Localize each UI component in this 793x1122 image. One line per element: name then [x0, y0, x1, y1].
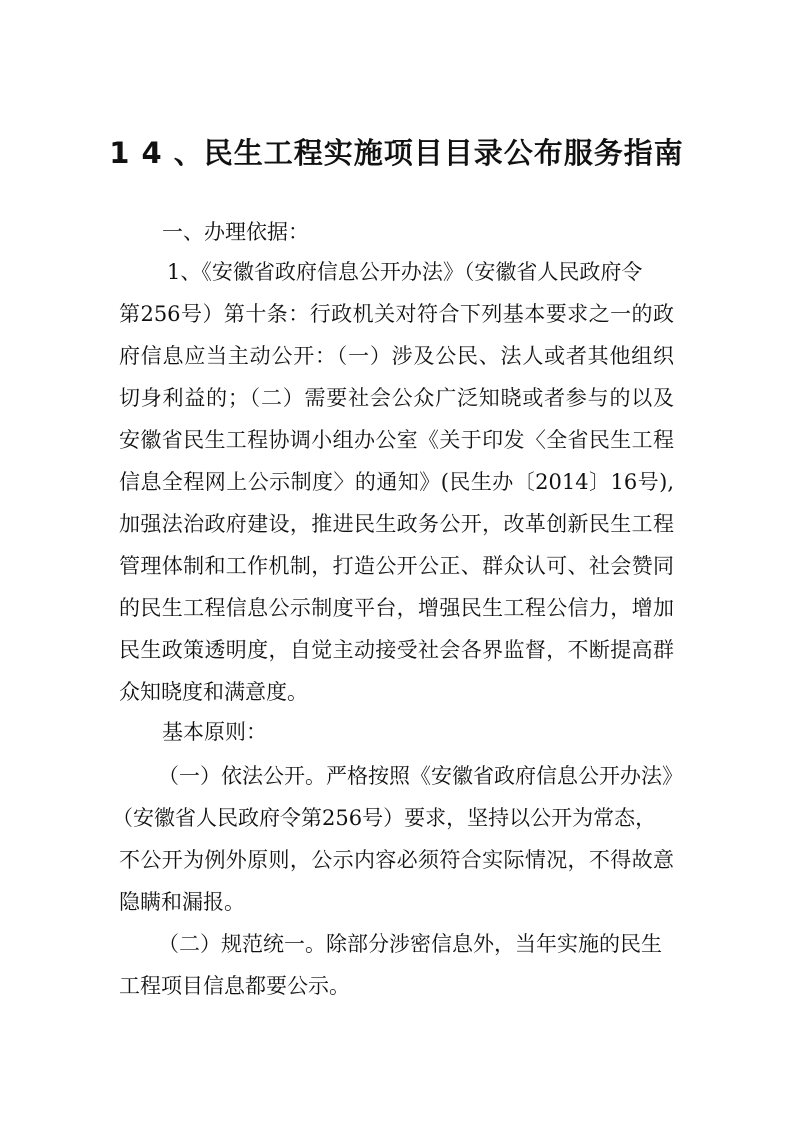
paragraph-line	[0, 757, 793, 795]
section-heading	[0, 213, 793, 251]
paragraph-line	[0, 337, 793, 375]
paragraph-line-text: 1、《安徽省政府信息公开办法》（安徽省人民政府令	[167, 260, 643, 284]
paragraph-line	[0, 253, 793, 291]
subheading-text: 基本原则：	[162, 720, 267, 744]
paragraph-line	[0, 589, 793, 627]
paragraph-line-text: 切身利益的；（二）需要社会公众广泛知晓或者参与的以及	[119, 386, 674, 410]
paragraph-line-text: 工程项目信息都要公示。	[119, 974, 350, 998]
paragraph-line-text: 安徽省民生工程协调小组办公室《关于印发〈全省民生工程	[119, 428, 674, 452]
paragraph-line	[0, 421, 793, 459]
paragraph-line-text: （安徽省人民政府令第256号）要求，坚持以公开为常态，	[112, 806, 657, 830]
paragraph-line	[0, 379, 793, 417]
paragraph-line	[0, 967, 793, 1005]
paragraph-line-text: 信息全程网上公示制度〉的通知》(民生办〔2014〕16号),	[119, 470, 674, 494]
paragraph-line	[0, 883, 793, 921]
paragraph-line-text: （二）规范统一。除部分涉密信息外，当年实施的民生	[158, 932, 662, 956]
paragraph-line-text: 加强法治政府建设，推进民生政务公开，改革创新民生工程	[119, 512, 674, 536]
paragraph-line	[0, 631, 793, 669]
paragraph-line	[0, 925, 793, 963]
paragraph-line-text: 民生政策透明度，自觉主动接受社会各界监督，不断提高群	[119, 638, 674, 662]
paragraph-line	[0, 547, 793, 585]
paragraph-line-text: 众知晓度和满意度。	[119, 680, 308, 704]
subheading-line	[0, 713, 793, 751]
paragraph-line-text: （一）依法公开。严格按照《安徽省政府信息公开办法》	[158, 764, 683, 788]
paragraph-line-text: 管理体制和工作机制，打造公开公正、群众认可、社会赞同	[119, 554, 674, 578]
paragraph-line-text: 的民生工程信息公示制度平台，增强民生工程公信力，增加	[119, 596, 674, 620]
paragraph-line	[0, 673, 793, 711]
paragraph-line	[0, 505, 793, 543]
paragraph-line-text: 隐瞒和漏报。	[119, 890, 245, 914]
paragraph-line-text: 第256号）第十条：行政机关对符合下列基本要求之一的政	[119, 302, 674, 326]
page-title: 1 4 、民生工程实施项目目录公布服务指南	[109, 136, 684, 170]
section-heading-text: 一、办理依据：	[162, 220, 309, 244]
paragraph-line-text: 不公开为例外原则，公示内容必须符合实际情况，不得故意	[119, 848, 674, 872]
paragraph-line	[0, 841, 793, 879]
paragraph-line	[0, 295, 793, 333]
paragraph-line	[0, 799, 793, 837]
paragraph-line	[0, 463, 793, 501]
paragraph-line-text: 府信息应当主动公开：（一）涉及公民、法人或者其他组织	[119, 344, 674, 368]
